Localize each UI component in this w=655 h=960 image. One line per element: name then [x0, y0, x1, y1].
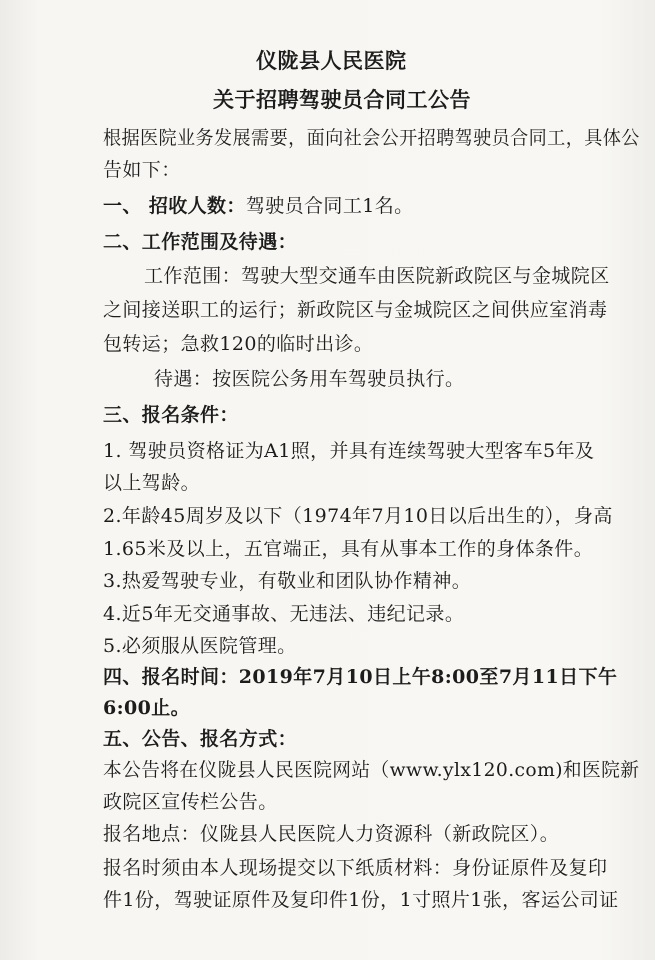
treatment-line: 待遇：按医院公务用车驾驶员执行。 — [154, 368, 465, 390]
section-4-line-2: 6:00止。 — [103, 697, 191, 719]
condition-3-line: 3.热爱驾驶专业，有敬业和团队协作精神。 — [103, 570, 472, 592]
document-title-hospital: 仪陇县人民医院 — [256, 48, 407, 73]
section-2-heading: 二、工作范围及待遇： — [103, 231, 298, 253]
intro-paragraph-line-2: 告如下： — [103, 159, 181, 181]
work-scope-line-2: 之间接送职工的运行；新政院区与金城院区之间供应室消毒 — [103, 299, 608, 321]
section-1-text: 驾驶员合同工1名。 — [245, 195, 414, 217]
condition-1-line-2: 以上驾龄。 — [103, 472, 201, 494]
section-1 — [103, 194, 414, 218]
notice-line-2: 政院区宣传栏公告。 — [103, 791, 278, 813]
condition-2-line-2: 1.65米及以上，五官端正，具有从事本工作的身体条件。 — [103, 538, 594, 560]
condition-1-line-1: 1. 驾驶员资格证为A1照，并具有连续驾驶大型客车5年及 — [103, 440, 595, 462]
condition-2-line-1: 2.年龄45周岁及以下（1974年7月10日以后出生的），身高 — [103, 505, 613, 527]
work-scope-line-3: 包转运；急救120的临时出诊。 — [103, 333, 374, 355]
section-1-heading: 一、 招收人数： — [103, 195, 246, 217]
work-scope-line-1: 工作范围：驾驶大型交通车由医院新政院区与金城院区 — [144, 265, 610, 287]
materials-line-1: 报名时须由本人现场提交以下纸质材料：身份证原件及复印 — [103, 857, 608, 879]
document-title-notice: 关于招聘驾驶员合同工公告 — [213, 87, 471, 112]
condition-5-line: 5.必须服从医院管理。 — [103, 635, 297, 657]
intro-paragraph-line-1: 根据医院业务发展需要，面向社会公开招聘驾驶员合同工，具体公 — [103, 127, 640, 149]
condition-4-line: 4.近5年无交通事故、无违法、违纪记录。 — [103, 603, 465, 625]
section-5-heading: 五、公告、报名方式： — [103, 728, 298, 750]
section-4-line-1: 四、报名时间：2019年7月10日上午8:00至7月11日下午 — [103, 666, 618, 688]
section-3-heading: 三、报名条件： — [103, 404, 239, 426]
registration-location-line: 报名地点：仪陇县人民医院人力资源科（新政院区）。 — [103, 823, 560, 845]
notice-line-1: 本公告将在仪陇县人民医院网站（www.ylx120.com)和医院新 — [103, 759, 640, 781]
materials-line-2: 件1份，驾驶证原件及复印件1份，1寸照片1张，客运公司证 — [103, 889, 619, 911]
